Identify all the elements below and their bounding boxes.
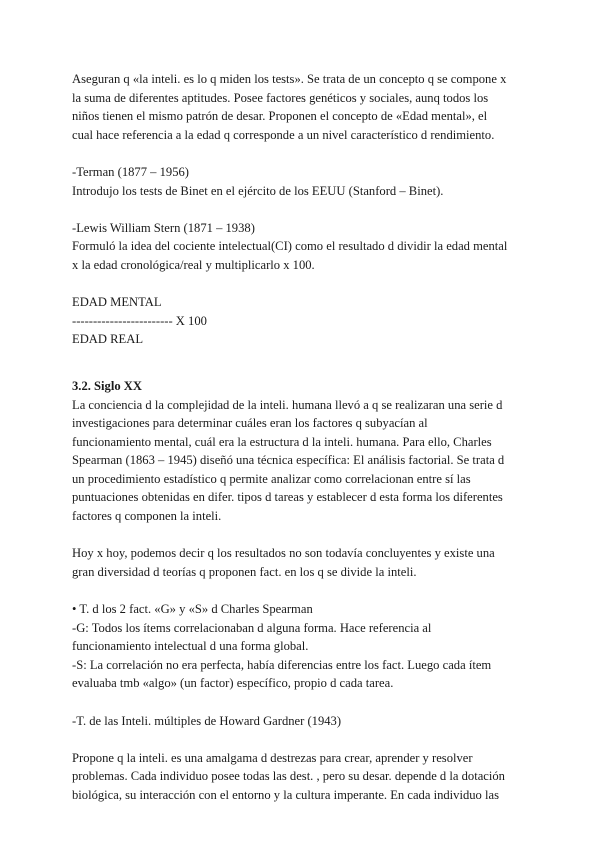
- formula-numerator: EDAD MENTAL: [72, 295, 162, 310]
- text-line: funcionamiento mental, cuál era la estructura d la inteli. humana. Para ello, Charles: [72, 434, 492, 449]
- iq-formula: [72, 293, 532, 349]
- text-line: x la edad cronológica/real y multiplicarlo x 100.: [72, 257, 315, 272]
- section-heading: 3.2. Siglo XX: [72, 378, 142, 393]
- text-line: Spearman (1863 – 1945) diseñó una técnica específica: El análisis factorial. Se trata d: [72, 453, 505, 468]
- text-line: cual hace referencia a la edad q corresponde a un nivel característico d rendimiento.: [72, 127, 495, 142]
- text-line: -G: Todos los ítems correlacionaban d alguna forma. Hace referencia al: [72, 620, 432, 635]
- text-line: factores q componen la inteli.: [72, 509, 222, 524]
- intro-paragraph: [72, 70, 532, 144]
- text-line: Formuló la idea del cociente intelectual(CI) como el resultado d dividir la edad mental: [72, 239, 508, 254]
- text-line: la suma de diferentes aptitudes. Posee factores genéticos y sociales, aunq todos los: [72, 90, 489, 105]
- text-line: niños tienen el mismo patrón de desar. Proponen el concepto de «Edad mental», el: [72, 109, 488, 124]
- text-line: -S: La correlación no era perfecta, había diferencias entre los fact. Luego cada ítem: [72, 657, 492, 672]
- text-line: investigaciones para determinar cuáles eran los factores q subyacían al: [72, 416, 428, 431]
- formula-denominator: EDAD REAL: [72, 332, 144, 347]
- text-line: -Terman (1877 – 1956): [72, 164, 189, 179]
- text-line: Propone q la inteli. es una amalgama d destrezas para crear, aprender y resolver: [72, 750, 473, 765]
- terman-paragraph: [72, 163, 532, 200]
- stern-paragraph: [72, 219, 532, 275]
- text-line: Hoy x hoy, podemos decir q los resultados no son todavía concluyentes y existe una: [72, 546, 495, 561]
- bullet-line: • T. d los 2 fact. «G» y «S» d Charles Spearman: [72, 602, 313, 617]
- hoy-paragraph: [72, 544, 532, 581]
- text-line: puntuaciones obtenidas en difer. tipos d tareas y establecer d esta forma los diferentes: [72, 490, 503, 505]
- text-line: La conciencia d la complejidad de la inteli. humana llevó a q se realizaran una serie d: [72, 397, 503, 412]
- text-line: gran diversidad d teorías q proponen fact. en los q se divide la inteli.: [72, 564, 417, 579]
- text-line: biológica, su interacción con el entorno y la cultura imperante. En cada individuo las: [72, 787, 499, 802]
- siglo-xx-paragraph: [72, 396, 532, 526]
- text-line: problemas. Cada individuo posee todas las dest. , pero su desar. depende d la dotación: [72, 769, 505, 784]
- text-line: Aseguran q «la inteli. es lo q miden los tests». Se trata de un concepto q se compone x: [72, 72, 507, 86]
- text-line: Introdujo los tests de Binet en el ejército de los EEUU (Stanford – Binet).: [72, 183, 444, 198]
- document-page: [72, 70, 532, 805]
- text-line: evaluaba tmb «algo» (un factor) específico, propio d cada tarea.: [72, 676, 394, 691]
- spearman-paragraph: [72, 600, 532, 693]
- text-line: un procedimiento estadístico q permite analizar como correlacionan entre sí las: [72, 471, 471, 486]
- text-line: funcionamiento intelectual d una forma global.: [72, 639, 309, 654]
- text-line: -Lewis William Stern (1871 – 1938): [72, 220, 255, 235]
- gardner-paragraph: [72, 749, 532, 805]
- gardner-title: -T. de las Inteli. múltiples de Howard Gardner (1943): [72, 713, 342, 728]
- formula-divider: ------------------------ X 100: [72, 313, 207, 328]
